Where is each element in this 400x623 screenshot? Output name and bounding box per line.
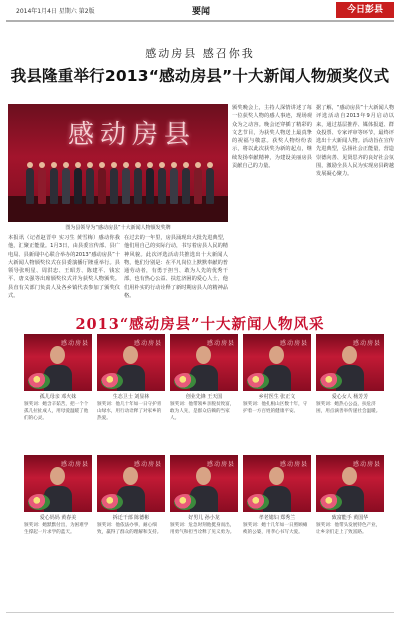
person-card (243, 334, 311, 435)
flower-bouquet (320, 373, 342, 389)
flower-bouquet (174, 373, 196, 389)
person-head (342, 346, 357, 364)
ceremony-photo (8, 104, 228, 222)
person-head (196, 346, 211, 364)
person-head (50, 467, 65, 485)
issue-info: 2014年1月4日 星期六 第2版 (16, 8, 95, 15)
person-card (97, 455, 165, 556)
stage-person (194, 168, 202, 204)
stage-person (206, 168, 214, 204)
person-name: 爱心女人 杨芳芳 (331, 394, 369, 400)
person-photo (170, 455, 238, 512)
photo-watermark: 感动房县 (279, 461, 308, 468)
person-photo (316, 334, 384, 391)
person-card (316, 334, 384, 435)
person-card (170, 334, 238, 435)
flower-bouquet (28, 494, 50, 510)
person-citation: 颁奖词：危急时刻他挺身而出，用勇气和担当诠释了见义勇为。 (170, 523, 235, 535)
headline: 我县隆重举行2013“感动房县”十大新闻人物颁奖仪式 (10, 67, 390, 85)
person-citation: 颁奖词：他扎根山区数十年，守护着一方百姓的健康平安。 (243, 402, 308, 414)
person-card (170, 455, 238, 556)
person-photo (243, 455, 311, 512)
person-citation: 颁奖词：她默默付出，为困难学生撑起一片求学的蓝天。 (24, 523, 89, 535)
person-photo (24, 455, 92, 512)
photo-caption: 图为县领导为“感动房县”十大新闻人物颁发奖牌 (65, 225, 171, 231)
stage-person (98, 168, 106, 204)
flower-bouquet (28, 373, 50, 389)
person-citation: 颁奖词：她热心公益，扶危济困，用点滴善举传递社会温暖。 (316, 402, 381, 414)
person-photo (243, 334, 311, 391)
section-label: 要闻 (192, 7, 211, 17)
photo-watermark: 感动房县 (60, 340, 89, 347)
person-citation: 颁奖词：他依法办事，耐心细致，赢得了群众的理解和支持。 (97, 523, 162, 535)
person-citation: 颁奖词：他带头发展特色产业，让乡亲们走上了致富路。 (316, 523, 381, 535)
person-citation: 颁奖词：他几十年如一日守护青山绿水，用行动诠释了对家乡的热爱。 (97, 402, 162, 421)
person-card (316, 455, 384, 556)
header-rule (6, 20, 394, 22)
stage-person (62, 168, 70, 204)
person-citation: 颁奖词：他带领乡亲脱贫致富，敢为人先，是群众信赖的当家人。 (170, 402, 235, 421)
person-name: 孤儿母亲 邓火妹 (39, 394, 77, 400)
photo-watermark: 感动房县 (206, 340, 235, 347)
person-head (269, 346, 284, 364)
photo-watermark: 感动房县 (206, 461, 235, 468)
flower-bouquet (247, 373, 269, 389)
stage-person (182, 168, 190, 204)
article-column-4: 据了解，“感动房县”十大新闻人物评选活动自2013年9月启动以来，通过基层推荐、媒体报道、群众投票、专家评审等环节，最终评选出十大新闻人物。活动旨在宣传先进典型，弘扬社会正能量，营造崇德向善、见贤思齐的良好社会氛围，激励全县人民为实现房县跨越发展凝心聚力。 (316, 105, 394, 178)
stage-person (170, 168, 178, 204)
stage-person (134, 168, 142, 204)
article-column-2: 在过去的一年里，房县涌现出大批先进典型，他们用自己的实际行动，书写着房县人民的精神风貌。此次评选活动共推选出十大新闻人物，他们分别是：在平凡岗位上默默奉献的普通劳动者，有勇于担当、敢为人先的优秀干部，也有热心公益、扶危济困的爱心人士，他们用朴实的行动诠释了新时期房县人的精神品格。 (124, 235, 228, 300)
person-photo (97, 334, 165, 391)
person-card (97, 334, 165, 435)
stage-person (50, 168, 58, 204)
section-title: 2013“感动房县”十大新闻人物风采 (75, 316, 325, 333)
stage-person (86, 168, 94, 204)
person-citation: 颁奖词：她含辛茹苦，把一个个孤儿拉扯成人，用母爱温暖了他们的心灵。 (24, 402, 89, 421)
person-card (243, 455, 311, 556)
person-photo (24, 334, 92, 391)
stage-person (146, 168, 154, 204)
person-card (24, 334, 92, 435)
photo-stage-title: 感动房县 (68, 120, 197, 150)
kicker: 感动房县 感召你我 (145, 47, 255, 60)
stage-person (110, 168, 118, 204)
person-name: 好男儿 孙小龙 (188, 515, 220, 521)
person-head (196, 467, 211, 485)
flower-bouquet (101, 373, 123, 389)
person-head (342, 467, 357, 485)
newspaper-logo: 今日彭县 (336, 2, 394, 18)
person-name: 拆迁干部 陈德彬 (112, 515, 150, 521)
photo-watermark: 感动房县 (133, 461, 162, 468)
stage-person (26, 168, 34, 204)
person-photo (170, 334, 238, 391)
person-name: 孝老媳妇 郑秀兰 (258, 515, 296, 521)
person-name: 致富能手 黄国华 (331, 515, 369, 521)
flower-bouquet (247, 494, 269, 510)
article-column-3: 颁奖晚会上，主持人深情讲述了每一位获奖人物的感人事迹，现场观众为之动容。晚会还穿插了精彩的文艺节目，为获奖人物送上最真挚的祝福与敬意。获奖人物纷纷表示，将以此次获奖为新的起点，继续发扬奉献精神，为建设美丽房县贡献自己的力量。 (232, 105, 312, 170)
footer-rule (6, 612, 394, 613)
article-column-1: 本报讯（记者赵晋中 实习生 黄雪梅）感动你我他，汇聚正能量。1月3日，由县委宣传部、县广电局、县新闻中心联合举办的2013“感动房县”十大新闻人物颁奖仪式在县委演播厅隆重举行。县领导张明星、周洪忠、王昭芳、陈建平、钱宏平、唐义强等出席颁奖仪式并为获奖人物颁奖。县直有关部门负责人及各乡镇代表参加了颁奖仪式。 (8, 235, 120, 300)
person-photo (97, 455, 165, 512)
person-name: 创业先锋 王天国 (185, 394, 223, 400)
person-name: 生态卫士 刘显林 (112, 394, 150, 400)
stage-person (74, 168, 82, 204)
person-head (123, 346, 138, 364)
photo-watermark: 感动房县 (352, 340, 381, 347)
stage-person (158, 168, 166, 204)
page-header (6, 2, 394, 20)
person-head (123, 467, 138, 485)
flower-bouquet (320, 494, 342, 510)
photo-watermark: 感动房县 (60, 461, 89, 468)
flower-bouquet (174, 494, 196, 510)
stage-person (38, 168, 46, 204)
flower-bouquet (101, 494, 123, 510)
person-name: 爱心妈妈 黄春美 (39, 515, 77, 521)
person-head (50, 346, 65, 364)
photo-watermark: 感动房县 (352, 461, 381, 468)
person-citation: 颁奖词：她十几年如一日照顾瘫痪的公婆，用孝心书写大爱。 (243, 523, 308, 535)
person-card (24, 455, 92, 556)
photo-watermark: 感动房县 (279, 340, 308, 347)
stage-person (122, 168, 130, 204)
photo-watermark: 感动房县 (133, 340, 162, 347)
person-name: 乡村医生 张正文 (258, 394, 296, 400)
person-photo (316, 455, 384, 512)
person-head (269, 467, 284, 485)
